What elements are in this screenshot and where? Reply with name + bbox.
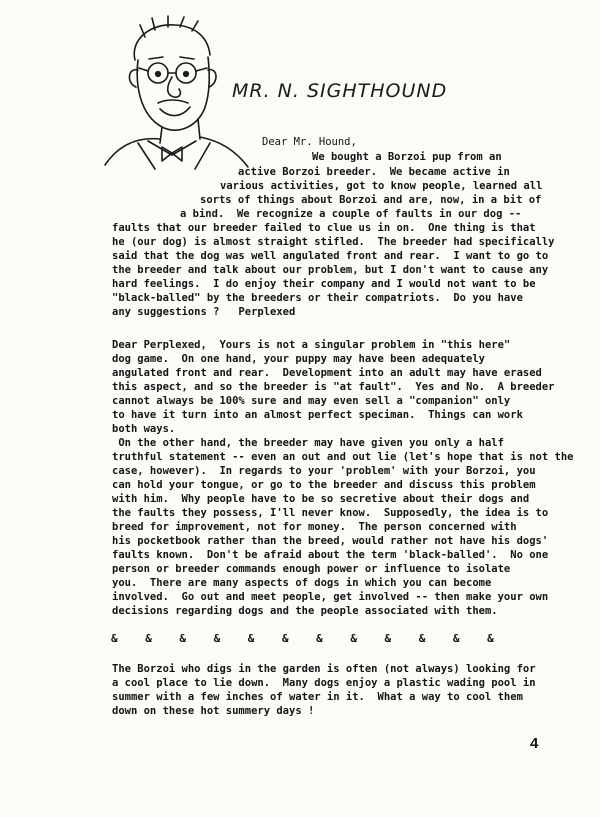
separator-ampersand: & [247, 632, 255, 645]
separator-ampersand: & [487, 632, 494, 645]
answer-line: his pocketbook rather than the breed, would rather not have his dogs' [112, 535, 549, 547]
answer-line: breed for improvement, not for money. The person concerned with [112, 521, 517, 533]
separator-ampersand: & [281, 632, 289, 645]
column-title: MR. N. SIGHTHOUND [232, 80, 448, 102]
answer-line: with him. Why people have to be so secretive about their dogs and [112, 493, 530, 505]
separator-ampersand: & [418, 632, 426, 645]
answer-line: this aspect, and so the breeder is "at fault". Yes and No. A breeder [112, 381, 555, 393]
separator-ampersand: & [452, 632, 460, 645]
answer-line: decisions regarding dogs and the people associated with them. [112, 605, 498, 617]
letter-line: any suggestions ? Perplexed [112, 306, 296, 318]
letter-salutation: Dear Mr. Hound, [262, 136, 357, 148]
answer-line: involved. Go out and meet people, get involved -- then make your own [112, 591, 549, 603]
separator-ampersand: & [316, 632, 323, 645]
answer-line: angulated front and rear. Development into an adult may have erased [112, 367, 542, 379]
tip-line: a cool place to lie down. Many dogs enjoy a plastic wading pool in [112, 677, 536, 689]
answer-line: both ways. [112, 423, 176, 435]
page-number: 4 [530, 735, 539, 752]
tip-line: The Borzoi who digs in the garden is often (not always) looking for [112, 663, 536, 675]
answer-line: can hold your tongue, or go to the breeder and discuss this problem [112, 479, 536, 491]
answer-line: cannot always be 100% sure and may even sell a "companion" only [112, 395, 511, 407]
letter-line: sorts of things about Borzoi and are, now, in a bit of [200, 194, 542, 206]
separator-ampersand: & [179, 632, 186, 645]
letter-line: "black-balled" by the breeders or their compatriots. Do you have [112, 292, 523, 304]
tip-line: summer with a few inches of water in it. What a way to cool them [112, 691, 523, 703]
letter-line: the breeder and talk about our problem, but I don't want to cause any [112, 264, 549, 276]
letter-line: said that the dog was well angulated front and rear. I want to go to [112, 250, 549, 262]
letter-line: We bought a Borzoi pup from an [312, 151, 502, 163]
answer-line: you. There are many aspects of dogs in which you can become [112, 577, 492, 589]
answer-line: the faults they possess, I'll never know. Supposedly, the idea is to [112, 507, 549, 519]
answer-line: truthful statement -- even an out and out lie (let's hope that is not the [112, 451, 574, 463]
section-separator [111, 632, 521, 645]
letter-line: active Borzoi breeder. We became active in [238, 166, 510, 178]
separator-ampersand: & [145, 632, 152, 645]
cartoon-man-illustration [100, 15, 250, 170]
answer-line: dog game. On one hand, your puppy may have been adequately [112, 353, 485, 365]
answer-line: On the other hand, the breeder may have given you only a half [112, 437, 504, 449]
answer-line: to have it turn into an almost perfect speciman. Things can work [112, 409, 523, 421]
letter-line: a bind. We recognize a couple of faults in our dog -- [180, 208, 522, 220]
answer-line: case, however). In regards to your 'problem' with your Borzoi, you [112, 465, 536, 477]
separator-ampersand: & [384, 632, 392, 645]
letter-line: faults that our breeder failed to clue us in on. One thing is that [112, 222, 536, 234]
separator-ampersand: & [350, 632, 357, 645]
answer-line: person or breeder commands enough power or influence to isolate [112, 563, 511, 575]
tip-line: down on these hot summery days ! [112, 705, 315, 717]
letter-line: hard feelings. I do enjoy their company and I would not want to be [112, 278, 536, 290]
separator-ampersand: & [213, 632, 221, 645]
answer-line: Dear Perplexed, Yours is not a singular problem in "this here" [112, 339, 511, 351]
answer-line: faults known. Don't be afraid about the term 'black-balled'. No one [112, 549, 549, 561]
letter-line: various activities, got to know people, learned all [220, 180, 543, 192]
letter-line: he (our dog) is almost straight stifled. The breeder had specifically [112, 236, 555, 248]
separator-ampersand: & [111, 632, 118, 645]
